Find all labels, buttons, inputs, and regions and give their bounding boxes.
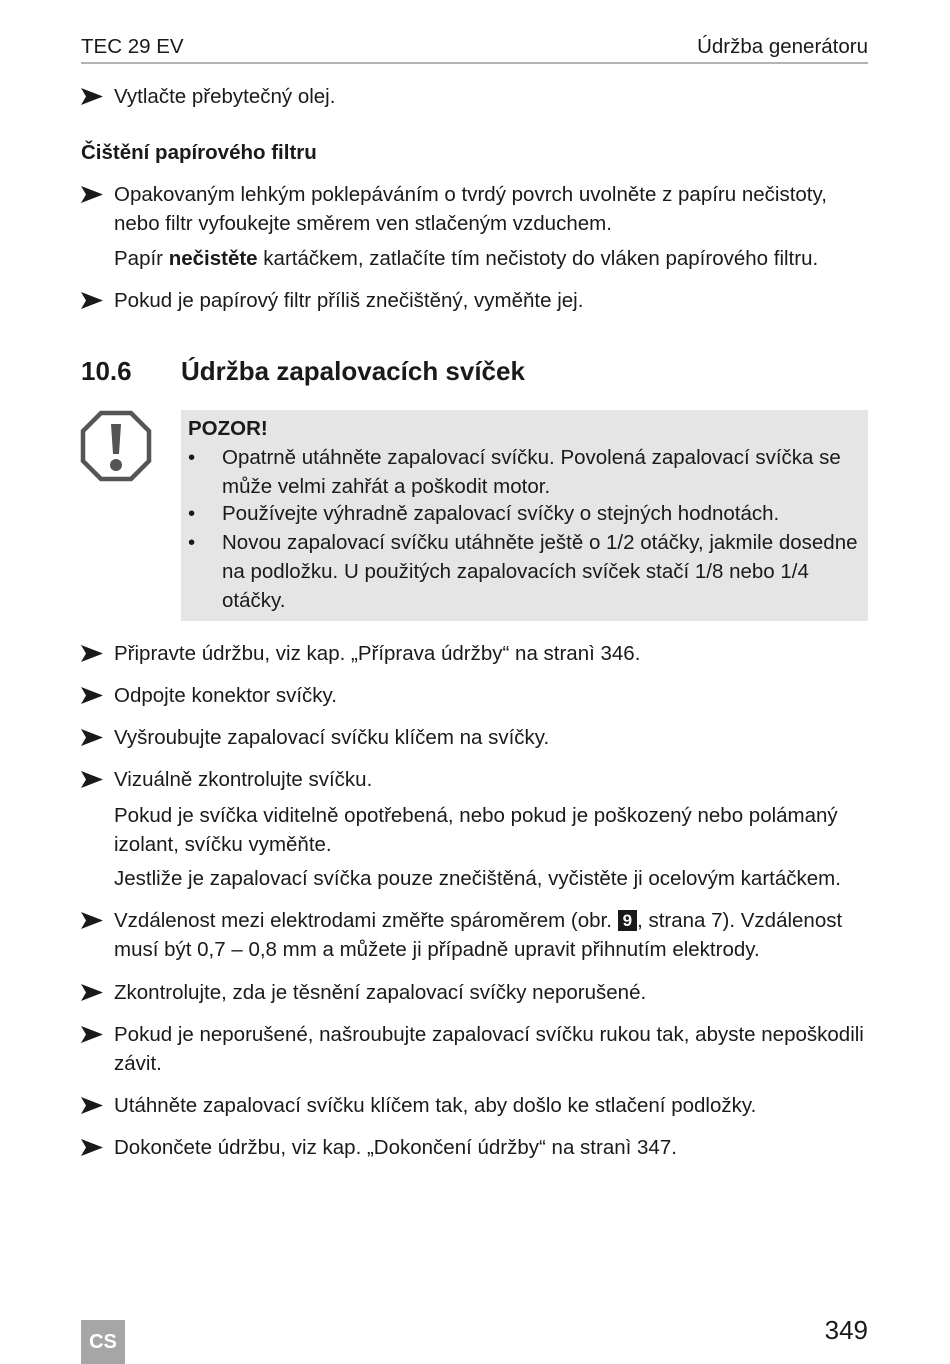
step-item [81, 978, 868, 1007]
arrow-bullet-icon [81, 639, 105, 668]
step-item [81, 82, 868, 111]
warning-title: POZOR! [188, 417, 268, 440]
bullet-dot-icon: • [188, 502, 196, 525]
step-text: Zkontrolujte, zda je těsnění zapalovací svíčky neporušené. [114, 981, 647, 1004]
section-number: 10.6 [81, 356, 132, 386]
page-header [81, 32, 868, 62]
step-text: Utáhněte zapalovací svíčku klíčem tak, aby došlo ke stlačení podložky. [114, 1094, 757, 1117]
step-item [81, 1091, 868, 1120]
warning-item-text: Novou zapalovací svíčku utáhněte ještě o 1/2 otáčky, jakmile dosedne na podložku. U použitých zapalovacích svíček stačí 1/8 nebo 1/4 otáčky. [222, 531, 858, 612]
step-text: Pokud je papírový filtr příliš znečištěný, vyměňte jej. [114, 289, 584, 312]
arrow-bullet-icon [81, 681, 105, 710]
arrow-bullet-icon [81, 1091, 105, 1120]
step-text: Vytlačte přebytečný olej. [114, 85, 336, 108]
step-item [81, 723, 868, 752]
page-number: 349 [824, 1315, 868, 1345]
header-product: TEC 29 EV [81, 35, 184, 58]
arrow-bullet-icon [81, 765, 105, 794]
step-text: Dokončete údržbu, viz kap. „Dokončení údržby“ na stranì 347. [114, 1136, 677, 1159]
arrow-bullet-icon [81, 180, 105, 209]
warning-item-text: Používejte výhradně zapalovací svíčky o stejných hodnotách. [222, 502, 780, 525]
step-note: Pokud je svíčka viditelně opotřebená, nebo pokud je poškozený nebo polámaný izolant, svíčku vyměňte. [114, 804, 838, 856]
section-title: Údržba zapalovacích svíček [181, 356, 525, 386]
step-note: Jestliže je zapalovací svíčka pouze znečištěná, vyčistěte ji ocelovým kartáčkem. [114, 867, 841, 890]
arrow-bullet-icon [81, 978, 105, 1007]
step-text-part: Vzdálenost mezi elektrodami změřte spároměrem (obr. [114, 909, 618, 932]
step-text-part: , strana 7). Vzdálenost musí být 0,7 – 0,8 mm a můžete ji případně upravit přihnutím elektrody. [114, 909, 843, 961]
step-text: Opakovaným lehkým poklepáváním o tvrdý povrch uvolněte z papíru nečistoty, nebo filtr vyfoukejte směrem ven stlačeným vzduchem. [114, 183, 827, 235]
arrow-bullet-icon [81, 906, 105, 935]
step-item [81, 681, 868, 710]
warning-octagon-icon [80, 410, 152, 482]
step-item [81, 286, 868, 315]
figure-ref-badge: 9 [618, 910, 637, 931]
step-item [81, 1020, 868, 1078]
step-item [81, 180, 868, 238]
warning-item-text: Opatrně utáhněte zapalovací svíčku. Povolená zapalovací svíčka se může velmi zahřát a poškodit motor. [222, 446, 841, 498]
arrow-bullet-icon [81, 82, 105, 111]
language-tag: CS [81, 1320, 125, 1364]
step-note [114, 244, 868, 273]
bullet-dot-icon: • [188, 446, 196, 469]
step-item [81, 906, 868, 964]
arrow-bullet-icon [81, 1133, 105, 1162]
step-item [81, 1133, 868, 1162]
step-item [81, 765, 868, 794]
warning-item [188, 528, 858, 615]
bullet-dot-icon: • [188, 531, 196, 554]
step-text: Vizuálně zkontrolujte svíčku. [114, 768, 373, 791]
step-text: Připravte údržbu, viz kap. „Příprava údržby“ na stranì 346. [114, 642, 641, 665]
step-text [114, 906, 868, 964]
step-text: Pokud je neporušené, našroubujte zapalovací svíčku rukou tak, abyste nepoškodili závit. [114, 1023, 864, 1075]
header-chapter: Údržba generátoru [697, 35, 868, 58]
warning-box [181, 410, 868, 621]
step-text: Odpojte konektor svíčky. [114, 684, 337, 707]
subsection-heading: Čištění papírového filtru [81, 141, 317, 164]
note-emphasis: nečistěte [168, 247, 258, 270]
warning-item [188, 499, 858, 528]
note-text: kartáčkem, zatlačíte tím nečistoty do vláken papírového filtru. [257, 247, 819, 270]
step-item [81, 639, 868, 668]
arrow-bullet-icon [81, 723, 105, 752]
note-text: Papír [114, 247, 169, 270]
header-rule [81, 62, 868, 64]
step-text: Vyšroubujte zapalovací svíčku klíčem na svíčky. [114, 726, 550, 749]
arrow-bullet-icon [81, 286, 105, 315]
arrow-bullet-icon [81, 1020, 105, 1049]
warning-item [188, 443, 858, 501]
